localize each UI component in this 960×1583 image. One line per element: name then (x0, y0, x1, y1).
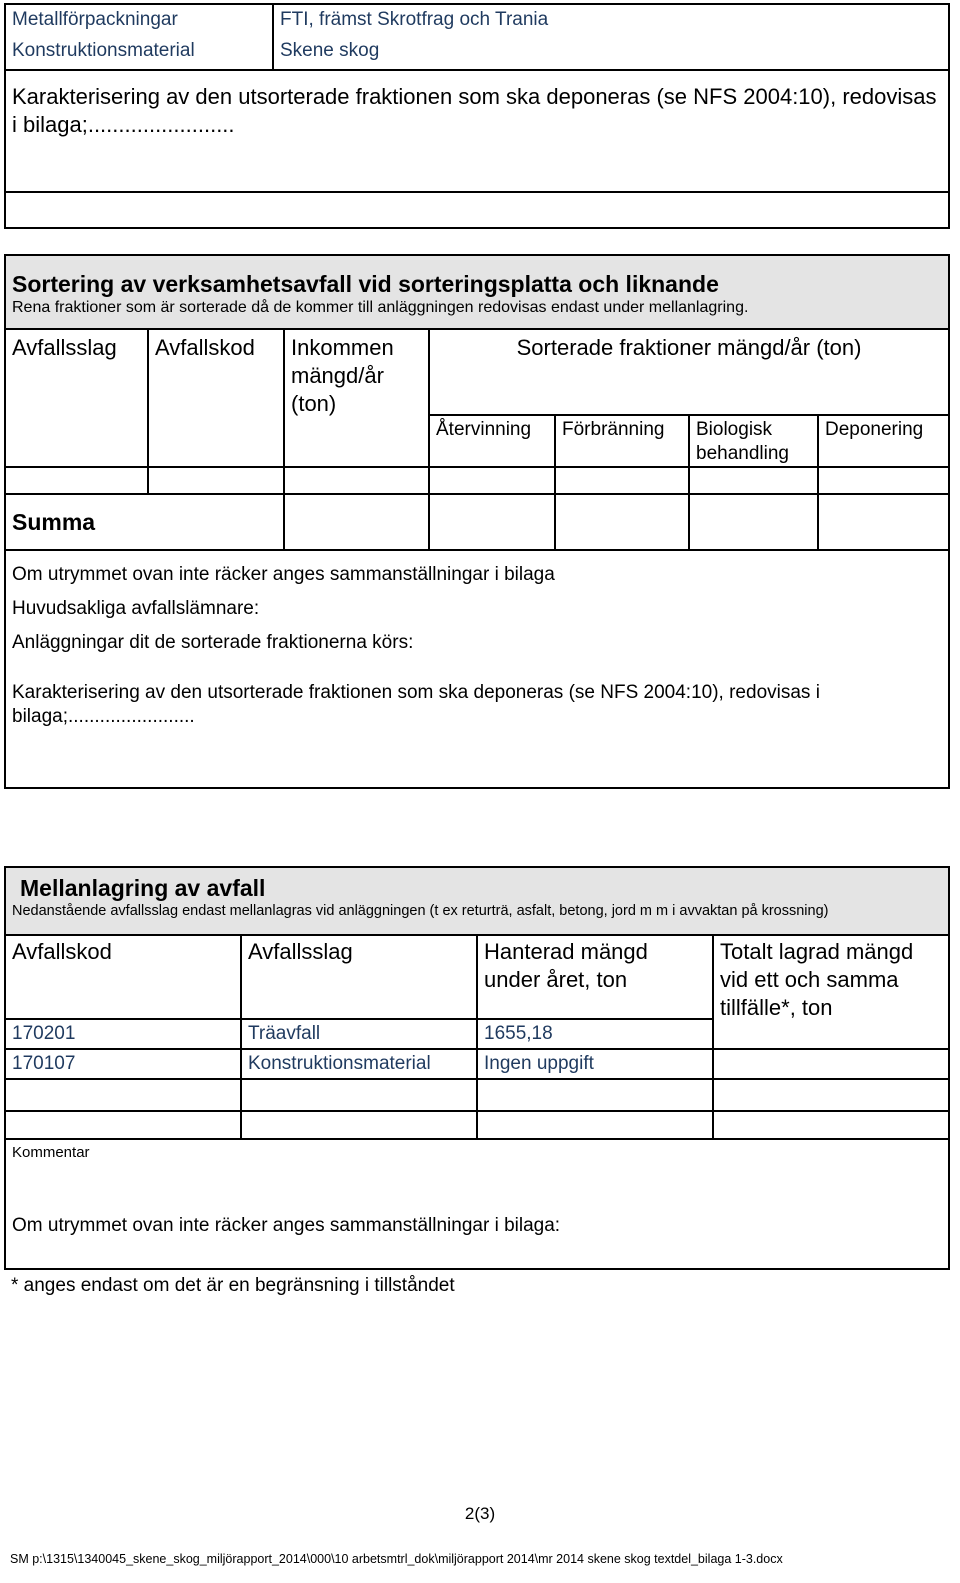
page-number: 2(3) (464, 1504, 496, 1523)
empty-row (5, 192, 949, 228)
row-mangd: 1655,18 (477, 1019, 713, 1049)
row1-right: FTI, främst Skrotfrag och Trania (273, 4, 949, 36)
row-mangd: Ingen uppgift (477, 1049, 713, 1079)
mellanlagring-title: Mellanlagring av avfall (20, 875, 266, 901)
col-ml-avfallsslag: Avfallsslag (241, 935, 477, 1019)
row-slag: Träavfall (241, 1019, 477, 1049)
row-slag: Konstruktionsmaterial (241, 1049, 477, 1079)
summa-row (5, 494, 949, 550)
row2-left: Konstruktionsmaterial (5, 36, 273, 70)
mellanlagring-note: Om utrymmet ovan inte räcker anges sammanställningar i bilaga: (12, 1215, 561, 1236)
row1-left: Metallförpackningar (5, 4, 273, 36)
table-row (5, 1111, 949, 1139)
note-anlaggningar: Anläggningar dit de sorterade fraktionerna körs: (12, 632, 414, 653)
col-avfallskod: Avfallskod (148, 329, 284, 467)
sortering-subtitle: Rena fraktioner som är sorterade då de kommer till anläggningen redovisas endast under mellanlagring. (12, 299, 749, 316)
kommentar-label: Kommentar (12, 1144, 90, 1161)
sortering-table (4, 254, 950, 789)
note-bilaga: Om utrymmet ovan inte räcker anges sammanställningar i bilaga (12, 564, 555, 585)
note-avfallslamnare: Huvudsakliga avfallslämnare: (12, 598, 260, 619)
note-karakterisering: Karakterisering av den utsorterade fraktionen som ska deponeras (se NFS 2004:10), redovisas i bilaga;........................ (12, 682, 820, 727)
row-kod: 170201 (5, 1019, 241, 1049)
sub-atervinning: Återvinning (429, 415, 555, 467)
sub-forbranning: Förbränning (555, 415, 689, 467)
sortering-title: Sortering av verksamhetsavfall vid sorteringsplatta och liknande (12, 271, 719, 297)
karakterisering-text: Karakterisering av den utsorterade fraktionen som ska deponeras (se NFS 2004:10), redovisas i bilaga;........................ (5, 70, 949, 192)
file-path: SM p:\1315\1340045_skene_skog_miljörapport_2014\000\10 arbetsmtrl_dok\miljörapport 2014\mr 2014 skene skog textdel_bilaga 1-3.docx (10, 1552, 783, 1566)
table-row (5, 1079, 949, 1111)
col-avfallsslag: Avfallsslag (5, 329, 148, 467)
col-sorterade: Sorterade fraktioner mängd/år (ton) (429, 329, 949, 415)
col-ml-totalt: Totalt lagrad mängd vid ett och samma tillfälle*, ton (713, 935, 949, 1049)
row-kod: 170107 (5, 1049, 241, 1079)
table-row (5, 467, 949, 494)
row2-right: Skene skog (273, 36, 949, 70)
col-inkommen: Inkommen mängd/år (ton) (284, 329, 429, 467)
mellanlagring-subtitle: Nedanstående avfallsslag endast mellanlagras vid anläggningen (t ex returträ, asfalt, betong, jord m m i avvaktan på krossning) (12, 903, 829, 919)
sub-biologisk: Biologisk behandling (689, 415, 818, 467)
table-row (5, 1049, 949, 1079)
sub-deponering: Deponering (818, 415, 949, 467)
summa-label: Summa (5, 494, 284, 550)
top-table (4, 3, 950, 229)
col-ml-hanterad: Hanterad mängd under året, ton (477, 935, 713, 1019)
footnote: * anges endast om det är en begränsning i tillståndet (11, 1275, 455, 1296)
col-ml-avfallskod: Avfallskod (5, 935, 241, 1019)
mellanlagring-table (4, 866, 950, 1305)
